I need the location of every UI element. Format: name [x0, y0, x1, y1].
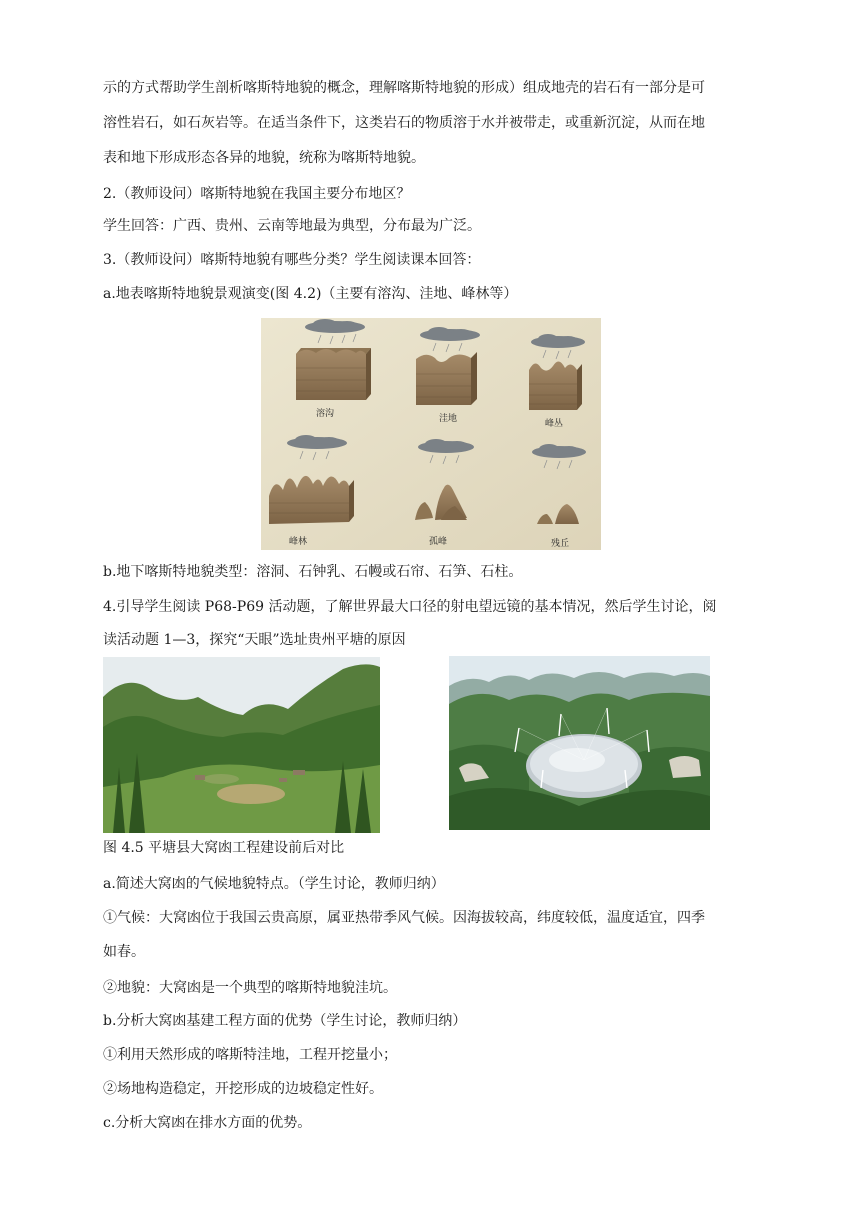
figure-caption: 图 4.5 平塘县大窝凼工程建设前后对比: [103, 840, 345, 856]
paragraph-line: 如春。: [103, 944, 145, 960]
paragraph-line: 示的方式帮助学生剖析喀斯特地貌的概念，理解喀斯特地貌的形成）组成地壳的岩石有一部分是可: [103, 80, 705, 96]
list-item: b.分析大窝凼基建工程方面的优势（学生讨论，教师归纳）: [103, 1013, 467, 1029]
paragraph-line: 表和地下形成形态各异的地貌，统称为喀斯特地貌。: [103, 150, 425, 166]
karst-block-solution-groove: [296, 348, 371, 400]
figure-label: 残丘: [551, 539, 570, 549]
figure-label: 峰丛: [545, 419, 564, 429]
paragraph-line: ②地貌：大窝凼是一个典型的喀斯特地貌洼坑。: [103, 980, 397, 996]
list-item: a.简述大窝凼的气候地貌特点。（学生讨论，教师归纳）: [103, 876, 445, 892]
paragraph-line: 溶性岩石，如石灰岩等。在适当条件下，这类岩石的物质溶于水并被带走，或重新沉淀，从而在地: [103, 115, 705, 131]
question-line: 2.（教师设问）喀斯特地貌在我国主要分布地区？: [103, 186, 411, 202]
question-line: 3.（教师设问）喀斯特地貌有哪些分类？学生阅读课本回答：: [103, 252, 481, 268]
list-item: c.分析大窝凼在排水方面的优势。: [103, 1115, 312, 1131]
fast-telescope-photo: [449, 656, 710, 830]
list-item: b.地下喀斯特地貌类型：溶洞、石钟乳、石幔或石帘、石笋、石柱。: [103, 564, 523, 580]
paragraph-line: ①气候：大窝凼位于我国云贵高原，属亚热带季风气候。因海拔较高，纬度较低，温度适宜，四季: [103, 910, 705, 926]
paragraph-line: 4.引导学生阅读 P68-P69 活动题，了解世界最大口径的射电望远镜的基本情况，然后学生讨论，阅: [103, 599, 717, 615]
paragraph-line: 读活动题 1—3，探究“天眼”选址贵州平塘的原因: [103, 632, 406, 648]
figure-label: 孤峰: [429, 537, 448, 547]
list-item: a.地表喀斯特地貌景观演变(图 4.2)（主要有溶沟、洼地、峰林等）: [103, 286, 518, 302]
figure-label: 洼地: [439, 414, 458, 424]
dawodang-before-photo: [103, 657, 380, 833]
figure-label: 峰林: [289, 537, 308, 547]
karst-block-peak-cluster: [529, 361, 582, 410]
figure-label: 溶沟: [316, 409, 335, 419]
answer-line: 学生回答：广西、贵州、云南等地最为典型，分布最为广泛。: [103, 218, 481, 234]
paragraph-line: ①利用天然形成的喀斯特洼地，工程开挖量小；: [103, 1047, 397, 1063]
karst-evolution-figure: [261, 318, 601, 550]
paragraph-line: ②场地构造稳定，开挖形成的边坡稳定性好。: [103, 1081, 383, 1097]
